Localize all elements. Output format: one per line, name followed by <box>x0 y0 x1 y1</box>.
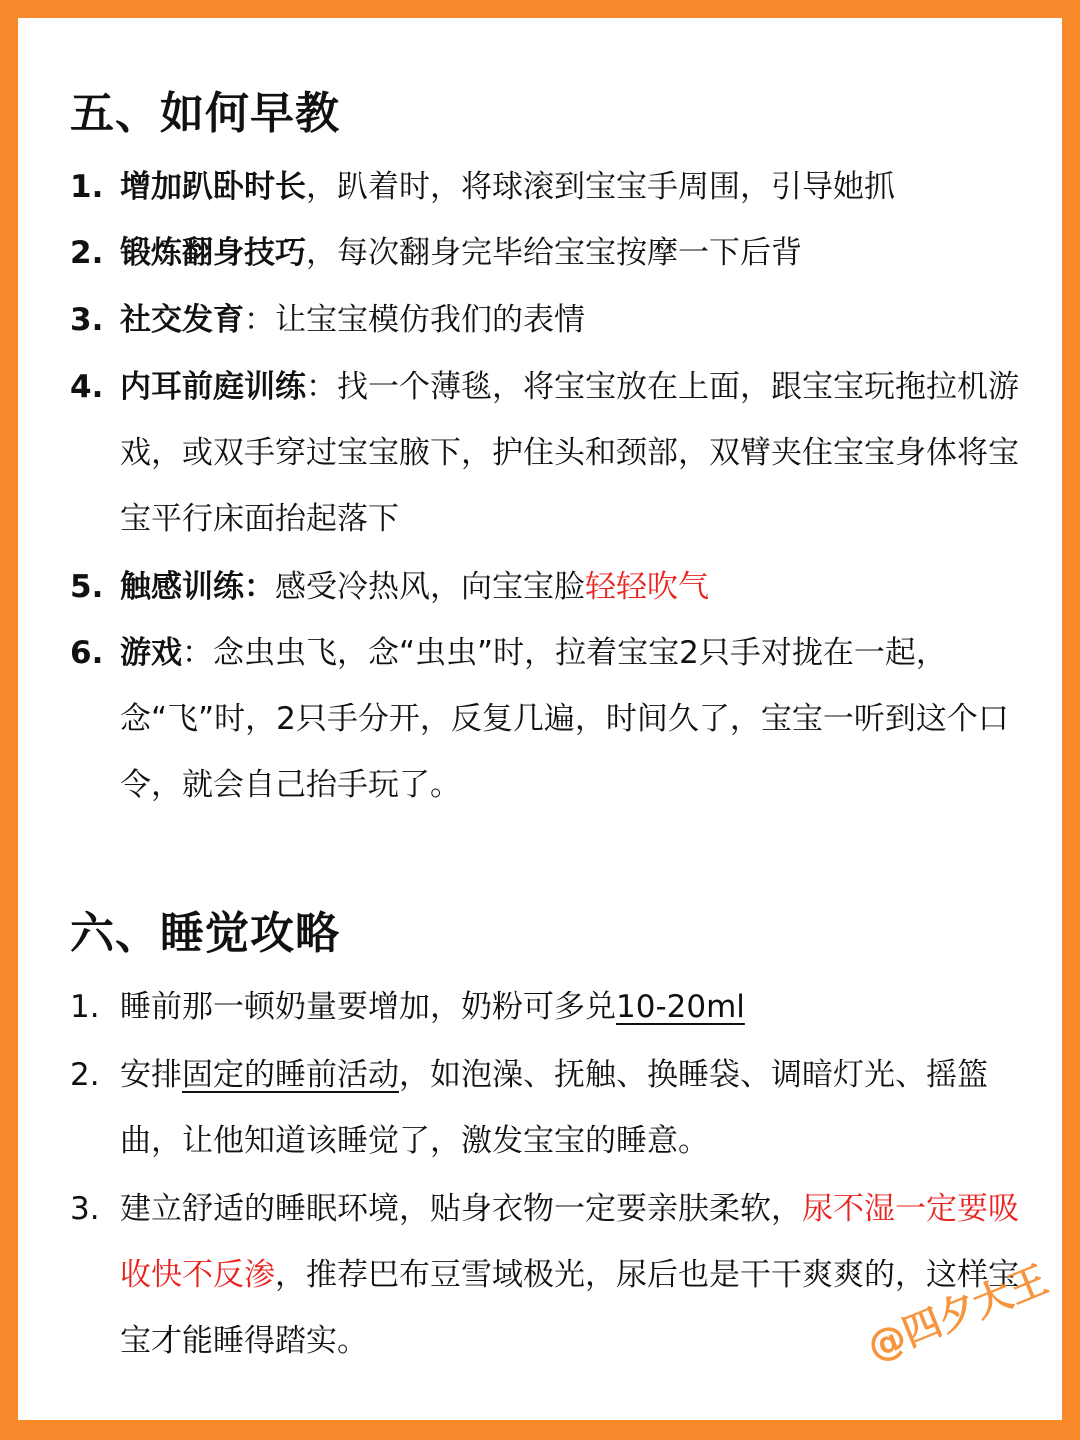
item-keyword: 内耳前庭训练 <box>120 369 306 405</box>
section5-item-3 <box>70 287 1020 353</box>
item-number: 6. <box>70 635 104 671</box>
section5-item-5 <box>70 554 1020 620</box>
item-text: 感受冷热风，向宝宝脸 <box>275 569 585 605</box>
author-watermark: @四夕大王 <box>861 1257 1054 1370</box>
item-underline: 10-20ml <box>616 989 745 1025</box>
item-underline: 固定的睡前活动 <box>182 1057 399 1093</box>
item-text: ，每次翻身完毕给宝宝按摩一下后背 <box>306 235 802 271</box>
item-keyword: 增加趴卧时长 <box>120 169 306 205</box>
section6-item-2 <box>70 1042 1020 1174</box>
item-number: 3. <box>70 302 104 338</box>
section6-item-1 <box>70 974 1020 1040</box>
item-number: 5. <box>70 569 104 605</box>
item-text: 安排 <box>120 1057 182 1093</box>
item-highlight: 尿不湿一定要吸收快不反渗 <box>120 1191 1019 1293</box>
item-keyword: 锻炼翻身技巧 <box>120 235 306 271</box>
item-number: 2. <box>70 1057 100 1093</box>
item-text: ：让宝宝模仿我们的表情 <box>244 302 585 338</box>
section6-title: 六、睡觉攻略 <box>70 908 340 959</box>
item-text: 建立舒适的睡眠环境，贴身衣物一定要亲肤柔软， <box>120 1191 802 1227</box>
item-text: ，趴着时，将球滚到宝宝手周围，引导她抓 <box>306 169 895 205</box>
item-text: ：念虫虫飞，念“虫虫”时，拉着宝宝2只手对拢在一起，念“飞”时，2只手分开，反复几遍，时间久了，宝宝一听到这个口令，就会自己抬手玩了。 <box>120 635 1009 803</box>
section5-item-4 <box>70 354 1020 552</box>
section5-item-1 <box>70 154 1020 220</box>
item-keyword: 游戏 <box>120 635 182 671</box>
item-number: 1. <box>70 989 100 1025</box>
section5-item-6 <box>70 620 1020 818</box>
section5-item-2 <box>70 220 1020 286</box>
item-text: 睡前那一顿奶量要增加，奶粉可多兑 <box>120 989 616 1025</box>
item-number: 2. <box>70 235 104 271</box>
item-keyword: 社交发育 <box>120 302 244 338</box>
section5-title: 五、如何早教 <box>70 88 340 139</box>
item-text-continued: ，推荐巴布豆雪域极光，尿后也是干干爽爽的，这样宝宝才能睡得踏实。 <box>120 1257 1019 1359</box>
item-number: 4. <box>70 369 104 405</box>
item-number: 1. <box>70 169 104 205</box>
item-number: 3. <box>70 1191 100 1227</box>
item-text: ：找一个薄毯，将宝宝放在上面，跟宝宝玩拖拉机游戏，或双手穿过宝宝腋下，护住头和颈部，双臂夹住宝宝身体将宝宝平行床面抬起落下 <box>120 369 1019 537</box>
item-text-continued: ，如泡澡、抚触、换睡袋、调暗灯光、摇篮曲，让他知道该睡觉了，激发宝宝的睡意。 <box>120 1057 988 1159</box>
item-highlight: 轻轻吹气 <box>585 569 709 605</box>
item-keyword: 触感训练： <box>120 569 275 605</box>
